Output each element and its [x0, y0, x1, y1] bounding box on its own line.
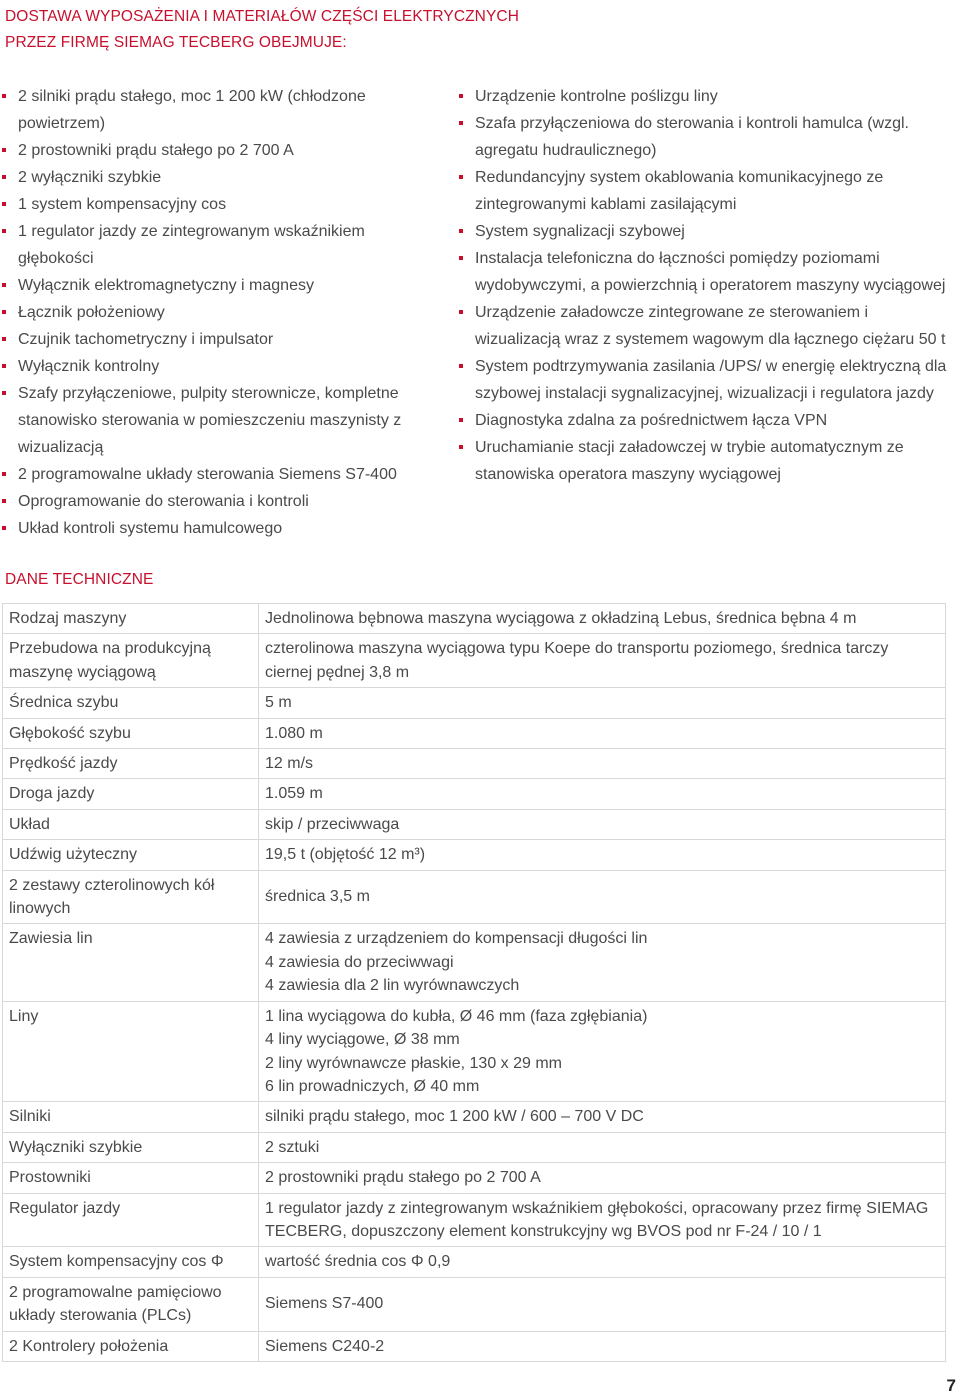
row-value-line: 4 zawiesia do przeciwwagi: [265, 953, 454, 971]
row-value-line: Siemens C240-2: [265, 1337, 385, 1355]
row-label: Układ: [3, 809, 259, 839]
list-item: Redundancyjny system okablowania komunikacyjnego ze zintegrowanymi kablami zasilającymi: [459, 164, 949, 218]
list-item: Układ kontroli systemu hamulcowego: [2, 515, 442, 542]
list-item: Szafa przyłączeniowa do sterowania i kontroli hamulca (wzgl. agregatu hudraulicznego): [459, 110, 949, 164]
table-row: [3, 1001, 946, 1102]
row-value-line: średnica 3,5 m: [265, 888, 370, 906]
row-label: 2 Kontrolery położenia: [3, 1331, 259, 1361]
table-row: [3, 924, 946, 1001]
row-value: [259, 1277, 946, 1331]
table-row: [3, 1132, 946, 1162]
row-label: Udźwig użyteczny: [3, 840, 259, 870]
row-value-line: Jednolinowa bębnowa maszyna wyciągowa z okładziną Lebus, średnica bębna 4 m: [265, 610, 857, 627]
list-item: System podtrzymywania zasilania /UPS/ w energię elektryczną dla szybowej instalacji sygnalizacyjnej, wizualizacji i regulatora jazdy: [459, 353, 949, 407]
row-label: System kompensacyjny cos Φ: [3, 1247, 259, 1277]
row-value: [259, 809, 946, 839]
row-value: [259, 749, 946, 779]
row-value: [259, 1331, 946, 1361]
row-value: [259, 840, 946, 870]
table-row: [3, 688, 946, 718]
table-row: [3, 634, 946, 688]
row-label: Prostowniki: [3, 1163, 259, 1193]
row-value: [259, 924, 946, 1001]
row-label: Wyłączniki szybkie: [3, 1132, 259, 1162]
list-item: Urządzenie kontrolne poślizgu liny: [459, 83, 949, 110]
row-value-line: 1.080 m: [265, 724, 323, 742]
row-value-line: 19,5 t (objętość 12 m³): [265, 846, 426, 864]
row-value: [259, 1132, 946, 1162]
list-item: 2 wyłączniki szybkie: [2, 164, 442, 191]
row-value-line: 2 sztuki: [265, 1138, 320, 1156]
row-value: [259, 1163, 946, 1193]
row-value-line: 2 prostowniki prądu stałego po 2 700 A: [265, 1169, 541, 1187]
row-label: Silniki: [3, 1102, 259, 1132]
row-value: [259, 604, 946, 634]
tech-data-heading: DANE TECHNICZNE: [5, 571, 154, 588]
row-value: [259, 718, 946, 748]
heading-line-1: DOSTAWA WYPOSAŻENIA I MATERIAŁÓW CZĘŚCI ELEKTRYCZNYCH: [5, 8, 519, 25]
row-value: [259, 634, 946, 688]
row-value: [259, 779, 946, 809]
table-row: [3, 840, 946, 870]
table-row: [3, 1193, 946, 1247]
row-value-line: skip / przeciwwaga: [265, 815, 400, 833]
row-label: Prędkość jazdy: [3, 749, 259, 779]
list-item: 1 regulator jazdy ze zintegrowanym wskaźnikiem głębokości: [2, 218, 442, 272]
row-value: [259, 1247, 946, 1277]
section-heading: [5, 4, 519, 56]
row-label: Rodzaj maszyny: [3, 604, 259, 634]
list-item: Urządzenie załadowcze zintegrowane ze sterowaniem i wizualizacją wraz z systemem wagowym dla łącznego ciężaru 50 t: [459, 299, 949, 353]
list-item: Uruchamianie stacji załadowczej w trybie automatycznym ze stanowiska operatora maszyny wyciągowej: [459, 434, 949, 488]
row-label: Droga jazdy: [3, 779, 259, 809]
list-item: Wyłącznik kontrolny: [2, 353, 442, 380]
row-value: [259, 870, 946, 924]
list-item: 2 prostowniki prądu stałego po 2 700 A: [2, 137, 442, 164]
row-label: Regulator jazdy: [3, 1193, 259, 1247]
row-value: [259, 1193, 946, 1247]
row-value-line: silniki prądu stałego, moc 1 200 kW / 600 – 700 V DC: [265, 1108, 644, 1126]
row-value-line: czterolinowa maszyna wyciągowa typu Koepe do transportu poziomego, średnica tarczy ciernej pędnej 3,8 m: [265, 640, 889, 681]
row-label: Średnica szybu: [3, 688, 259, 718]
heading-line-2: PRZEZ FIRMĘ SIEMAG TECBERG OBEJMUJE:: [5, 34, 347, 51]
list-item: 2 programowalne układy sterowania Siemens S7-400: [2, 461, 442, 488]
table-row: [3, 870, 946, 924]
table-row: [3, 1331, 946, 1361]
row-value-line: 4 liny wyciągowe, Ø 38 mm: [265, 1031, 460, 1049]
table-row: [3, 809, 946, 839]
row-label: Zawiesia lin: [3, 924, 259, 1001]
row-value: [259, 1001, 946, 1102]
table-row: [3, 779, 946, 809]
row-value-line: 6 lin prowadniczych, Ø 40 mm: [265, 1077, 480, 1095]
page-number: 7: [946, 1376, 956, 1395]
list-item: Diagnostyka zdalna za pośrednictwem łącza VPN: [459, 407, 949, 434]
list-item: Szafy przyłączeniowe, pulpity sterownicze, kompletne stanowisko sterowania w pomieszczeniu maszynisty z wizualizacją: [2, 380, 442, 461]
tech-data-table: [2, 603, 946, 1362]
row-label: Przebudowa na produkcyjną maszynę wyciągową: [3, 634, 259, 688]
list-item: 1 system kompensacyjny cos: [2, 191, 442, 218]
list-item: Wyłącznik elektromagnetyczny i magnesy: [2, 272, 442, 299]
list-item: 2 silniki prądu stałego, moc 1 200 kW (chłodzone powietrzem): [2, 83, 442, 137]
row-value: [259, 1102, 946, 1132]
row-value-line: 4 zawiesia z urządzeniem do kompensacji długości lin: [265, 930, 648, 948]
row-value-line: 1 lina wyciągowa do kubła, Ø 46 mm (faza zgłębiania): [265, 1007, 648, 1025]
table-row: [3, 604, 946, 634]
scope-list-right: [459, 83, 949, 488]
row-value-line: 1 regulator jazdy z zintegrowanym wskaźnikiem głębokości, opracowany przez firmę SIEMAG TECBERG, dopuszczony element konstrukcyjny wg BVOS pod nr F-24 / 10 / 1: [265, 1199, 929, 1240]
table-row: [3, 1163, 946, 1193]
table-row: [3, 1102, 946, 1132]
list-item: Oprogramowanie do sterowania i kontroli: [2, 488, 442, 515]
row-value-line: 1.059 m: [265, 785, 323, 803]
row-value-line: 12 m/s: [265, 755, 314, 773]
row-value-line: 2 liny wyrównawcze płaskie, 130 x 29 mm: [265, 1054, 563, 1072]
list-item: System sygnalizacji szybowej: [459, 218, 949, 245]
list-item: Łącznik położeniowy: [2, 299, 442, 326]
row-value-line: 4 zawiesia dla 2 lin wyrównawczych: [265, 977, 520, 995]
table-row: [3, 1277, 946, 1331]
row-label: 2 zestawy czterolinowych kół linowych: [3, 870, 259, 924]
table-row: [3, 718, 946, 748]
row-label: Liny: [3, 1001, 259, 1102]
table-row: [3, 1247, 946, 1277]
table-row: [3, 749, 946, 779]
list-item: Instalacja telefoniczna do łączności pomiędzy poziomami wydobywczymi, a powierzchnią i operatorem maszyny wyciągowej: [459, 245, 949, 299]
row-value: [259, 688, 946, 718]
row-value-line: Siemens S7-400: [265, 1295, 384, 1313]
row-value-line: wartość średnia cos Φ 0,9: [265, 1253, 451, 1271]
row-value-line: 5 m: [265, 694, 292, 712]
row-label: Głębokość szybu: [3, 718, 259, 748]
list-item: Czujnik tachometryczny i impulsator: [2, 326, 442, 353]
row-label: 2 programowalne pamięciowo układy sterowania (PLCs): [3, 1277, 259, 1331]
scope-list-left: [2, 83, 442, 542]
